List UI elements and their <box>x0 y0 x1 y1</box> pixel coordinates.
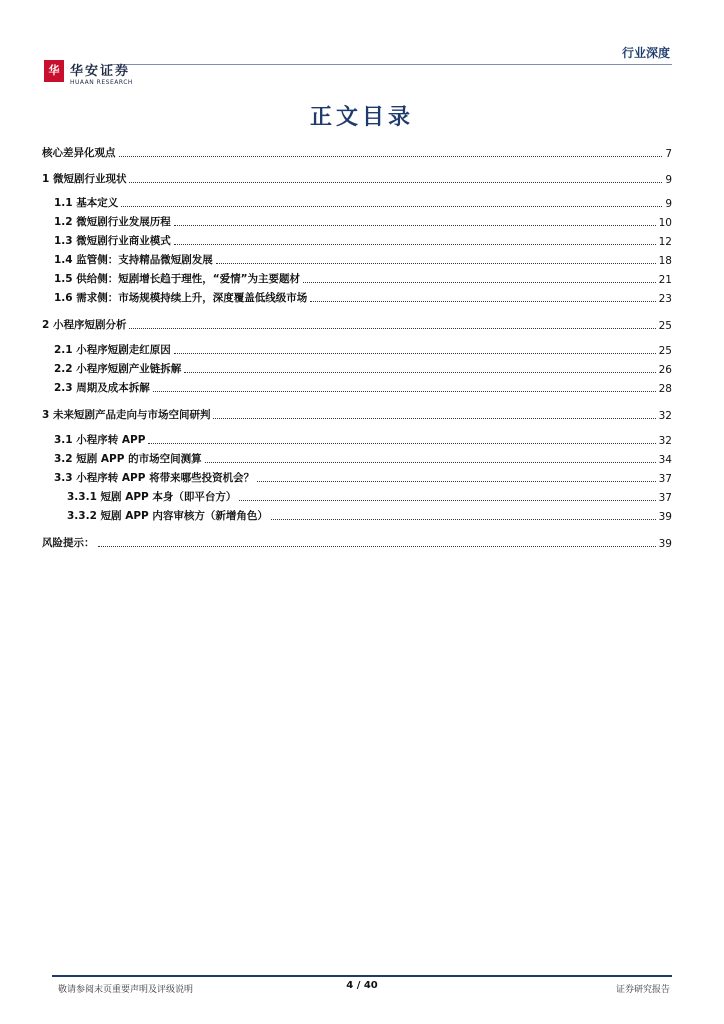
toc-entry-title: 风险提示： <box>42 537 95 549</box>
toc-entry-page: 26 <box>658 364 672 376</box>
toc-entry-page: 25 <box>658 320 672 332</box>
logo-seal-icon: 华 <box>44 60 64 82</box>
toc-entry-title: 1 微短剧行业现状 <box>42 173 127 185</box>
toc-entry-page: 12 <box>658 236 672 248</box>
toc-entry-page: 32 <box>658 435 672 447</box>
toc-dot-leader <box>129 182 662 183</box>
toc-entry[interactable] <box>42 534 672 550</box>
toc-dot-leader <box>174 353 656 354</box>
toc-entry[interactable] <box>42 316 672 332</box>
toc-entry-title: 3.3.1 短剧 APP 本身（即平台方） <box>67 491 237 503</box>
logo-chinese-name: 华安证券 <box>70 64 131 79</box>
logo-english-name: HUAAN RESEARCH <box>70 79 133 86</box>
toc-dot-leader <box>205 462 656 463</box>
toc-entry[interactable] <box>42 360 672 376</box>
toc-entry-title: 1.4 监管侧：支持精品微短剧发展 <box>54 254 213 266</box>
toc-entry-title: 2.3 周期及成本拆解 <box>54 382 150 394</box>
toc-entry[interactable] <box>42 251 672 267</box>
toc-entry[interactable] <box>42 170 672 186</box>
toc-entry[interactable] <box>42 213 672 229</box>
toc-entry-page: 39 <box>658 511 672 523</box>
page-title: 正文目录 <box>309 105 414 130</box>
toc-dot-leader <box>129 328 655 329</box>
toc-entry-page: 9 <box>665 174 672 186</box>
toc-entry-page: 10 <box>658 217 672 229</box>
toc-entry-page: 37 <box>658 492 672 504</box>
toc-entry-page: 25 <box>658 345 672 357</box>
toc-entry-title: 2.1 小程序短剧走红原因 <box>54 344 171 356</box>
toc-entry[interactable] <box>42 507 672 523</box>
toc-entry-page: 21 <box>658 274 672 286</box>
toc-dot-leader <box>148 443 655 444</box>
toc-entry-title: 2 小程序短剧分析 <box>42 319 127 331</box>
toc-dot-leader <box>121 206 662 207</box>
toc-dot-leader <box>257 481 656 482</box>
toc-entry-title: 1.3 微短剧行业商业模式 <box>54 235 171 247</box>
toc-entry[interactable] <box>42 341 672 357</box>
toc-entry-page: 28 <box>658 383 672 395</box>
toc-entry-page: 37 <box>658 473 672 485</box>
toc-entry-title: 3 未来短剧产品走向与市场空间研判 <box>42 409 211 421</box>
toc-entry[interactable] <box>42 289 672 305</box>
toc-entry[interactable] <box>42 406 672 422</box>
toc-dot-leader <box>184 372 655 373</box>
toc-entry-page: 34 <box>658 454 672 466</box>
toc-entry-title: 3.3 小程序转 APP 将带来哪些投资机会？ <box>54 472 255 484</box>
toc-entry[interactable] <box>42 194 672 210</box>
toc-entry-title: 3.2 短剧 APP 的市场空间测算 <box>54 453 202 465</box>
toc-entry-page: 23 <box>658 293 672 305</box>
footer-disclaimer: 敬请参阅末页重要声明及评级说明 <box>58 985 194 995</box>
toc-entry-page: 7 <box>665 148 672 160</box>
toc-entry[interactable] <box>42 469 672 485</box>
toc-dot-leader <box>216 263 656 264</box>
toc-entry-title: 3.1 小程序转 APP <box>54 434 146 446</box>
toc-dot-leader <box>153 391 656 392</box>
toc-entry-title: 核心差异化观点 <box>42 147 116 159</box>
toc-entry-title: 1.5 供给侧：短剧增长趋于理性，“爱情”为主要题材 <box>54 273 301 285</box>
toc-entry-title: 1.2 微短剧行业发展历程 <box>54 216 171 228</box>
toc-entry-title: 2.2 小程序短剧产业链拆解 <box>54 363 182 375</box>
toc-dot-leader <box>213 418 655 419</box>
page-number: 4 / 40 <box>346 980 378 991</box>
toc-entry-page: 18 <box>658 255 672 267</box>
toc-entry-page: 32 <box>658 410 672 422</box>
toc-entry[interactable] <box>42 144 672 160</box>
header-divider <box>108 64 672 65</box>
toc-dot-leader <box>174 244 656 245</box>
toc-entry[interactable] <box>42 379 672 395</box>
toc-entry[interactable] <box>42 488 672 504</box>
toc-entry-title: 3.3.2 短剧 APP 内容审核方（新增角色） <box>67 510 268 522</box>
toc-dot-leader <box>119 156 663 157</box>
toc-entry[interactable] <box>42 450 672 466</box>
toc-entry[interactable] <box>42 431 672 447</box>
toc-entry[interactable] <box>42 270 672 286</box>
toc-entry-title: 1.6 需求侧：市场规模持续上升，深度覆盖低线级市场 <box>54 292 308 304</box>
toc-entry-page: 9 <box>665 198 672 210</box>
toc-dot-leader <box>303 282 656 283</box>
toc-dot-leader <box>271 519 656 520</box>
toc-dot-leader <box>98 546 656 547</box>
footer-divider <box>52 975 672 977</box>
toc-dot-leader <box>310 301 655 302</box>
toc-entry[interactable] <box>42 232 672 248</box>
toc-dot-leader <box>174 225 656 226</box>
toc-entry-page: 39 <box>658 538 672 550</box>
toc-dot-leader <box>239 500 655 501</box>
toc-entry-title: 1.1 基本定义 <box>54 197 119 209</box>
report-category-label: 行业深度 <box>621 46 670 60</box>
footer-report-type: 证券研究报告 <box>615 985 670 995</box>
